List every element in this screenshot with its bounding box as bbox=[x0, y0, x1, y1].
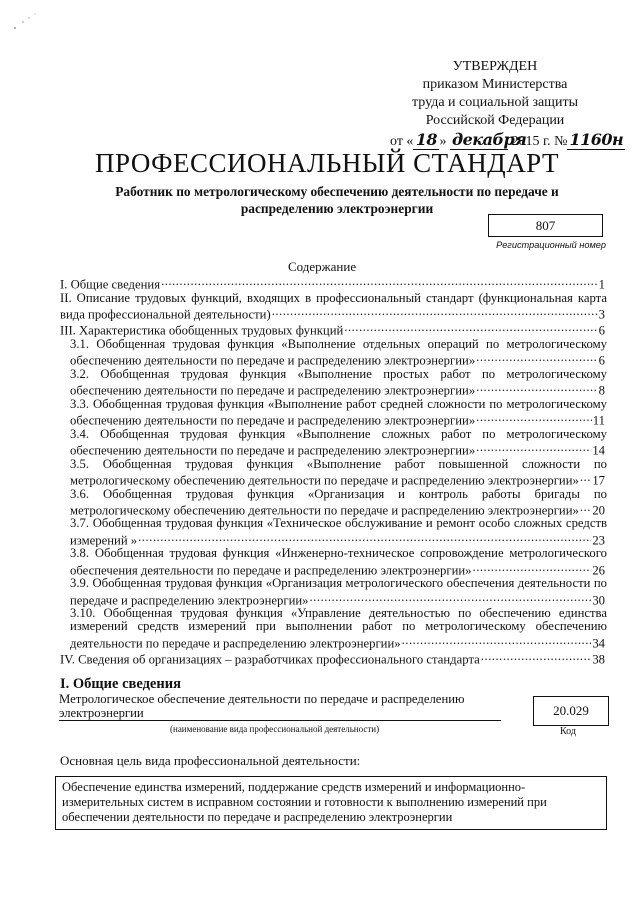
activity-code-box: 20.029 bbox=[533, 696, 609, 726]
toc-entry-text: 3.1. Обобщенная трудовая функция «Выполнение отдельных операций по метрологическому обеспечению деятельности по передаче и распределению электроэнергии» bbox=[70, 337, 607, 368]
toc-leader-dots bbox=[476, 441, 591, 454]
toc-entry-page: 23 bbox=[592, 533, 605, 548]
toc-entry-page: 14 bbox=[592, 443, 605, 458]
toc-entry[interactable] bbox=[70, 398, 607, 428]
approval-line: приказом Министерства bbox=[422, 77, 568, 92]
toc-entry-text: 3.7. Обобщенная трудовая функция «Техническое обслуживание и ремонт особо сложных средств измерений » bbox=[70, 516, 607, 548]
toc-leader-dots bbox=[476, 411, 592, 424]
approval-line: Российской Федерации bbox=[425, 113, 565, 128]
section-heading: I. Общие сведения bbox=[60, 676, 181, 692]
toc-entry[interactable] bbox=[70, 607, 607, 650]
registration-number-box: 807 bbox=[488, 214, 603, 237]
toc-entry-text: II. Описание трудовых функций, входящих в профессиональный стандарт (функциональная карта вида профессиональной деятельности) bbox=[60, 290, 607, 322]
toc-entry[interactable] bbox=[70, 428, 607, 458]
toc-entry-text: I. Общие сведения bbox=[60, 277, 161, 292]
toc-entry-page: 6 bbox=[598, 353, 605, 368]
toc-entry-page: 11 bbox=[592, 413, 605, 428]
approval-block bbox=[390, 58, 624, 151]
toc-entry-text: 3.9. Обобщенная трудовая функция «Организация метрологического обеспечения деятельности по передаче и распределению электроэнергии» bbox=[70, 576, 607, 607]
toc-heading: Содержание bbox=[288, 259, 357, 274]
activity-type-caption: (наименование вида профессиональной деятельности) bbox=[170, 724, 380, 734]
toc-entry-page: 34 bbox=[592, 635, 605, 650]
toc-entry-page: 8 bbox=[598, 383, 605, 398]
toc-entry[interactable] bbox=[60, 650, 607, 667]
toc-entry-page: 1 bbox=[598, 277, 605, 292]
toc-entry-text: 3.5. Обобщенная трудовая функция «Выполнение работ повышенной сложности по метрологическому обеспечению деятельности по передаче и распределению электроэнергии» bbox=[70, 456, 607, 488]
goal-label: Основная цель вида профессиональной деятельности: bbox=[60, 753, 361, 768]
toc-entry[interactable] bbox=[60, 321, 607, 338]
activity-code-caption: Код bbox=[560, 726, 576, 737]
toc-entry-text: 3.4. Обобщенная трудовая функция «Выполнение сложных работ по метрологическому обеспечению деятельности по передаче и распределению электроэнергии» bbox=[70, 426, 607, 458]
toc-entry-page: 6 bbox=[598, 323, 605, 338]
toc-leader-dots bbox=[580, 471, 591, 484]
toc-entry-page: 26 bbox=[592, 562, 605, 577]
toc-entry[interactable] bbox=[70, 517, 607, 547]
approval-line: УТВЕРЖДЕН bbox=[452, 59, 538, 74]
toc-leader-dots bbox=[476, 381, 597, 394]
toc-entry-page: 38 bbox=[592, 652, 605, 667]
document-subtitle: Работник по метрологическому обеспечению деятельности по передаче и распределению электроэнергии bbox=[115, 184, 559, 216]
order-number: 1160н bbox=[567, 131, 625, 150]
toc-leader-dots bbox=[138, 531, 591, 544]
approval-line: труда и социальной защиты bbox=[412, 95, 578, 110]
toc-entry-text: 3.3. Обобщенная трудовая функция «Выполнение работ средней сложности по метрологическому обеспечению деятельности по передаче и распределению электроэнергии» bbox=[70, 396, 607, 428]
toc-leader-dots bbox=[161, 275, 598, 288]
order-year: 2015 г. № bbox=[511, 134, 568, 149]
toc-entry-text: 3.8. Обобщенная трудовая функция «Инженерно-техническое сопровождение метрологического обеспечения деятельности по передаче и распределению электроэнергии» bbox=[70, 546, 607, 577]
toc-entry[interactable] bbox=[70, 458, 607, 488]
toc-entry-page: 17 bbox=[592, 473, 605, 488]
order-day: 18 bbox=[413, 131, 439, 150]
activity-type-value: Метрологическое обеспечение деятельности по передаче и распределению электроэнергии bbox=[59, 692, 465, 720]
toc-entry-page: 30 bbox=[592, 592, 605, 607]
toc-leader-dots bbox=[476, 351, 597, 364]
toc-entry-text: IV. Сведения об организациях – разработчиках профессионального стандарта bbox=[60, 652, 480, 667]
order-month: декабря bbox=[451, 130, 527, 149]
toc-leader-dots bbox=[473, 561, 592, 574]
toc-leader-dots bbox=[344, 321, 597, 334]
toc-leader-dots bbox=[481, 650, 592, 663]
toc-entry[interactable] bbox=[70, 547, 607, 577]
toc-entry-text: 3.2. Обобщенная трудовая функция «Выполнение простых работ по метрологическому обеспечению деятельности по передаче и распределению электроэнергии» bbox=[70, 366, 607, 398]
registration-number-label: Регистрационный номер bbox=[496, 240, 606, 250]
order-prefix: от « bbox=[390, 134, 414, 149]
toc-entry[interactable] bbox=[60, 275, 607, 292]
toc-entry-page: 20 bbox=[592, 503, 605, 518]
toc-entry[interactable] bbox=[70, 488, 607, 518]
toc-entry-text: 3.10. Обобщенная трудовая функция «Управление деятельностью по обеспечению единства измерений средств измерений при выполнении работ по метрологическому обеспечению деятельности по передаче и распределению электроэнергии» bbox=[70, 606, 607, 650]
toc-entry-text: 3.6. Обобщенная трудовая функция «Организация и контроль работы бригады по метрологическому обеспечению деятельности по передаче и распределению электроэнергии» bbox=[70, 486, 607, 518]
toc-entry[interactable] bbox=[60, 292, 607, 322]
order-quote: » bbox=[439, 134, 447, 149]
toc-entry-text: III. Характеристика обобщенных трудовых функций bbox=[60, 323, 344, 338]
toc-leader-dots bbox=[580, 501, 591, 514]
toc-leader-dots bbox=[272, 305, 598, 318]
scan-marks bbox=[5, 8, 45, 38]
toc-entry[interactable] bbox=[70, 368, 607, 398]
toc-leader-dots bbox=[310, 591, 592, 604]
goal-text: Обеспечение единства измерений, поддержание средств измерений и информационно-измерительных систем в исправном состоянии и готовности к выполнению измерений при обеспечении деятельности по передаче и распределению электроэнергии bbox=[62, 780, 547, 824]
table-of-contents bbox=[60, 275, 607, 667]
document-title: ПРОФЕССИОНАЛЬНЫЙ СТАНДАРТ bbox=[95, 148, 560, 178]
toc-leader-dots bbox=[402, 634, 592, 647]
activity-type-underline bbox=[59, 720, 501, 721]
toc-entry-page: 3 bbox=[598, 307, 605, 322]
toc-entry[interactable] bbox=[70, 338, 607, 368]
toc-entry[interactable] bbox=[70, 577, 607, 607]
